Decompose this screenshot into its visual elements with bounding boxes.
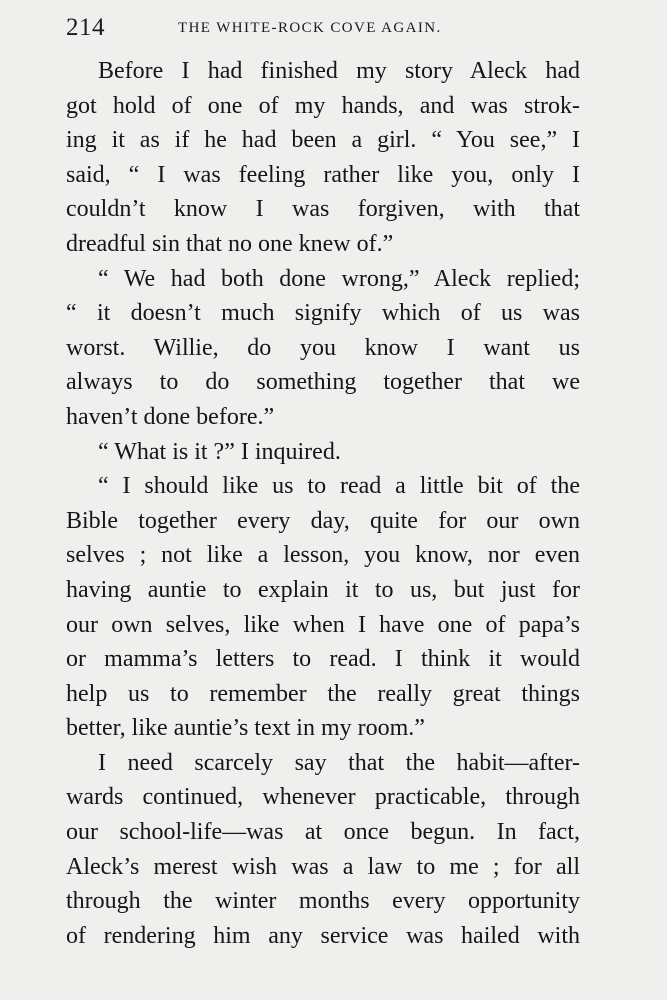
text-line: got hold of one of my hands, and was strok- [66, 92, 580, 119]
body-text [66, 54, 580, 953]
text-line: haven’t done before.” [66, 403, 275, 430]
text-line: “ it doesn’t much signify which of us was [66, 300, 580, 327]
text-line: worst. Willie, do you know I want us [66, 334, 580, 361]
text-line: help us to remember the really great things [66, 680, 580, 707]
text-line: always to do something together that we [66, 369, 580, 396]
text-line: ing it as if he had been a girl. “ You see,” I [66, 127, 580, 154]
text-line: having auntie to explain it to us, but just for [66, 576, 580, 603]
text-line: “ I should like us to read a little bit of the [98, 473, 580, 500]
text-line: couldn’t know I was forgiven, with that [66, 196, 580, 223]
page-header [66, 14, 586, 44]
running-head: THE WHITE-ROCK COVE AGAIN. [178, 20, 442, 36]
text-line: or mamma’s letters to read. I think it would [66, 646, 580, 673]
text-line: I need scarcely say that the habit—after- [98, 749, 580, 776]
text-line: said, “ I was feeling rather like you, only I [66, 161, 580, 188]
text-line: Bible together every day, quite for our own [66, 507, 580, 534]
text-line: selves ; not like a lesson, you know, nor even [66, 542, 580, 569]
text-line: Before I had finished my story Aleck had [98, 58, 580, 84]
text-line: our school-life—was at once begun. In fact, [66, 819, 580, 846]
text-line: better, like auntie’s text in my room.” [66, 715, 425, 742]
text-line: dreadful sin that no one knew of.” [66, 230, 394, 257]
text-line: “ What is it ?” I inquired. [98, 438, 341, 465]
text-line: wards continued, whenever practicable, through [66, 784, 580, 811]
page-number: 214 [66, 14, 105, 41]
text-line: through the winter months every opportunity [66, 888, 580, 915]
text-line: of rendering him any service was hailed with [66, 922, 580, 949]
text-line: Aleck’s merest wish was a law to me ; for all [66, 853, 580, 880]
text-line: our own selves, like when I have one of papa’s [66, 611, 580, 638]
text-line: “ We had both done wrong,” Aleck replied; [98, 265, 580, 292]
